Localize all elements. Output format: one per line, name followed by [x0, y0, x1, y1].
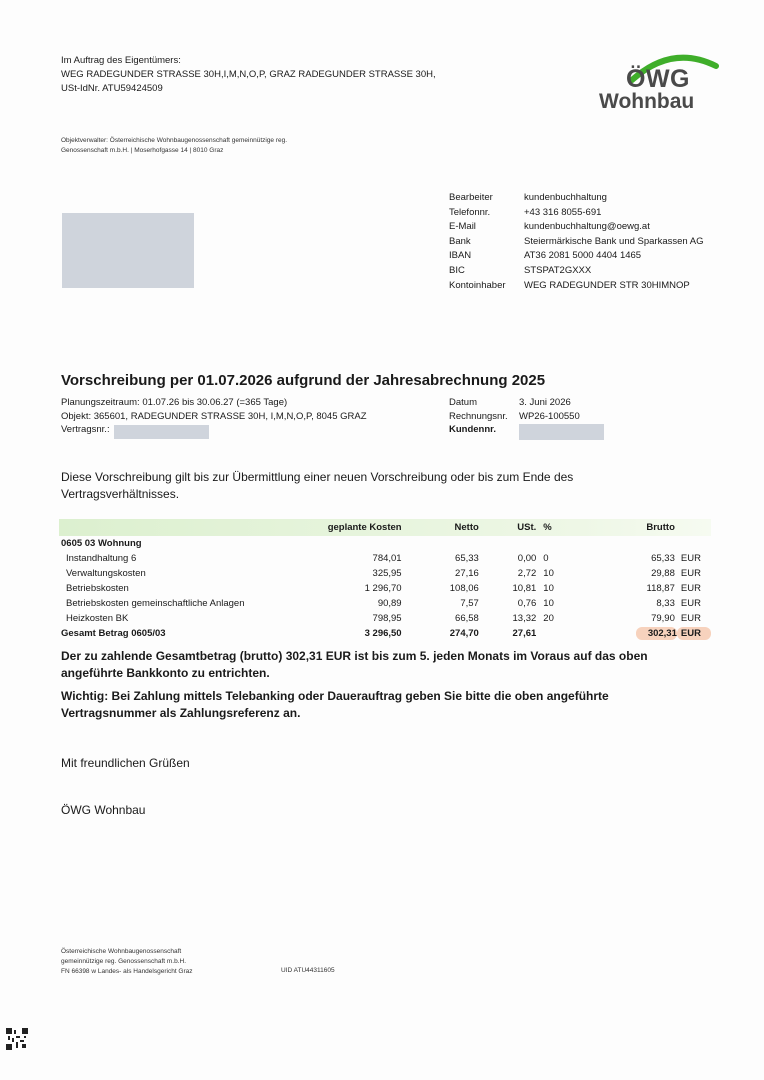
row-gross: 65,33	[651, 553, 675, 564]
row-net: 65,33	[455, 553, 479, 564]
table-row	[59, 581, 711, 596]
invoice-label: Rechnungsnr.	[449, 410, 508, 422]
col-header-gross: Brutto	[646, 522, 675, 533]
row-name: Heizkosten BK	[66, 613, 129, 624]
sender-line: USt-IdNr. ATU59424509	[61, 83, 163, 94]
row-currency: EUR	[680, 598, 701, 609]
owg-logo	[596, 50, 722, 116]
contact-row	[449, 249, 704, 264]
col-header-planned: geplante Kosten	[327, 522, 402, 533]
row-gross: 29,88	[651, 568, 675, 579]
payment-notice	[61, 648, 701, 722]
qr-code-icon	[6, 1028, 28, 1050]
total-net: 274,70	[449, 628, 479, 639]
contact-value: +43 316 8055-691	[524, 206, 602, 218]
admin-line: Objektverwalter: Österreichische Wohnbaugenossenschaft gemeinnützige reg.	[61, 137, 288, 144]
contract-label: Vertragsnr.:	[61, 424, 110, 435]
contact-row	[449, 279, 704, 294]
total-label: Gesamt Betrag 0605/03	[61, 628, 166, 639]
sender-line: Im Auftrag des Eigentümers:	[61, 55, 181, 66]
contact-label: Telefonnr.	[449, 206, 491, 218]
document-title: Vorschreibung per 01.07.2026 aufgrund der Jahresabrechnung 2025	[61, 372, 546, 389]
row-name: Betriebskosten gemeinschaftliche Anlagen	[66, 598, 245, 609]
row-gross: 8,33	[656, 598, 675, 609]
sender-line: WEG RADEGUNDER STRASSE 30H,I,M,N,O,P, GRAZ RADEGUNDER STRASSE 30H,	[61, 69, 436, 80]
redacted-customer-number	[519, 424, 604, 440]
contact-value: AT36 2081 5000 4404 1465	[524, 250, 642, 262]
date-row	[449, 396, 580, 410]
contact-label: BIC	[449, 264, 465, 276]
row-vat: 13,32	[512, 613, 537, 624]
payment-due-text: Der zu zahlende Gesamtbetrag (brutto) 302,31 EUR ist bis zum 5. jeden Monats im Voraus auf das oben angeführte Bankkonto zu entrichten.	[61, 649, 648, 680]
contact-row	[449, 191, 704, 206]
contact-label: Kontoinhaber	[449, 279, 506, 291]
contact-label: Bank	[449, 235, 471, 247]
row-currency: EUR	[680, 553, 701, 564]
row-pct: 0	[543, 553, 549, 564]
invoice-value: WP26-100550	[519, 410, 580, 422]
row-pct: 10	[543, 598, 554, 609]
date-label: Datum	[449, 397, 477, 408]
row-currency: EUR	[680, 613, 701, 624]
email-link[interactable]: kundenbuchhaltung@oewg.at	[524, 221, 650, 233]
total-planned: 3 296,50	[364, 628, 402, 639]
row-name: Instandhaltung 6	[66, 553, 137, 564]
row-planned: 784,01	[372, 553, 402, 564]
group-label: 0605 03 Wohnung	[61, 538, 142, 549]
contact-value: WEG RADEGUNDER STR 30HIMNOP	[524, 279, 690, 291]
row-net: 66,58	[455, 613, 479, 624]
administrator-note	[61, 136, 287, 156]
payment-reference-text: Wichtig: Bei Zahlung mittels Telebanking oder Dauerauftrag geben Sie bitte die oben angeführte Vertragsnummer als Zahlungsreferenz an.	[61, 689, 609, 720]
footer-uid: UID ATU44311605	[281, 967, 335, 974]
object-address: Objekt: 365601, RADEGUNDER STRASSE 30H, I,M,N,O,P, 8045 GRAZ	[61, 410, 367, 422]
contact-row	[449, 206, 704, 221]
admin-line: Genossenschaft m.b.H. | Moserhofgasse 14 | 8010 Graz	[61, 147, 224, 154]
contact-value: Steiermärkische Bank und Sparkassen AG	[524, 235, 704, 247]
row-pct: 10	[543, 568, 554, 579]
row-net: 7,57	[460, 598, 479, 609]
cost-table	[59, 519, 711, 641]
intro-text: Diese Vorschreibung gilt bis zur Übermittlung einer neuen Vorschreibung oder bis zum Ende des Vertragsverhältnisses.	[61, 470, 574, 501]
contact-value: kundenbuchhaltung	[524, 192, 607, 203]
contact-row	[449, 220, 704, 235]
footer-line: Österreichische Wohnbaugenossenschaft	[61, 948, 182, 955]
total-currency: EUR	[677, 627, 711, 640]
row-vat: 2,72	[517, 568, 537, 579]
row-pct: 20	[543, 613, 554, 624]
footer-company-info	[61, 947, 193, 977]
contact-label: IBAN	[449, 250, 472, 262]
contract-number	[61, 423, 367, 437]
date-value: 3. Juni 2026	[519, 397, 571, 408]
row-currency: EUR	[680, 583, 701, 594]
row-planned: 325,95	[372, 568, 402, 579]
contact-label: E-Mail	[449, 221, 476, 233]
group-row	[59, 536, 711, 551]
contact-row	[449, 235, 704, 250]
contact-info	[449, 191, 704, 293]
table-header	[59, 519, 711, 536]
row-name: Betriebskosten	[66, 583, 129, 594]
logo-text-owg: ÖWG	[626, 65, 690, 93]
row-planned: 798,95	[372, 613, 402, 624]
table-row	[59, 611, 711, 626]
row-planned: 1 296,70	[364, 583, 402, 594]
row-vat: 0,76	[517, 598, 537, 609]
logo-text-wohnbau: Wohnbau	[599, 90, 695, 113]
customer-label: Kundennr.	[449, 424, 496, 435]
col-header-net: Netto	[454, 522, 479, 533]
greeting: Mit freundlichen Grüßen	[61, 756, 190, 770]
planning-period: Planungszeitraum: 01.07.26 bis 30.06.27 (=365 Tage)	[61, 397, 288, 408]
contact-row	[449, 264, 704, 279]
document-meta-left	[61, 396, 367, 437]
row-pct: 10	[543, 583, 554, 594]
col-header-vat: USt.	[517, 522, 537, 533]
row-gross: 118,87	[646, 583, 675, 594]
signature: ÖWG Wohnbau	[61, 803, 146, 817]
row-gross: 79,90	[651, 613, 675, 624]
row-name: Verwaltungskosten	[66, 568, 146, 579]
table-row	[59, 566, 711, 581]
row-currency: EUR	[680, 568, 701, 579]
contact-value: STSPAT2GXXX	[524, 264, 592, 276]
redacted-contract-number	[114, 425, 209, 439]
contact-label: Bearbeiter	[449, 192, 493, 203]
redacted-recipient-address	[62, 213, 194, 288]
total-gross: 302,31	[636, 627, 677, 640]
col-header-pct: %	[543, 522, 552, 533]
table-row	[59, 596, 711, 611]
footer-line: gemeinnützige reg. Genossenschaft m.b.H.	[61, 958, 187, 965]
sender-block	[61, 54, 436, 96]
row-vat: 10,81	[512, 583, 537, 594]
total-row	[59, 626, 711, 641]
invoice-row	[449, 410, 580, 424]
row-net: 108,06	[449, 583, 479, 594]
row-planned: 90,89	[377, 598, 402, 609]
table-row	[59, 551, 711, 566]
footer-line: FN 66398 w Landes- als Handelsgericht Graz	[61, 968, 193, 975]
row-net: 27,16	[455, 568, 479, 579]
row-vat: 0,00	[517, 553, 537, 564]
total-vat: 27,61	[512, 628, 537, 639]
